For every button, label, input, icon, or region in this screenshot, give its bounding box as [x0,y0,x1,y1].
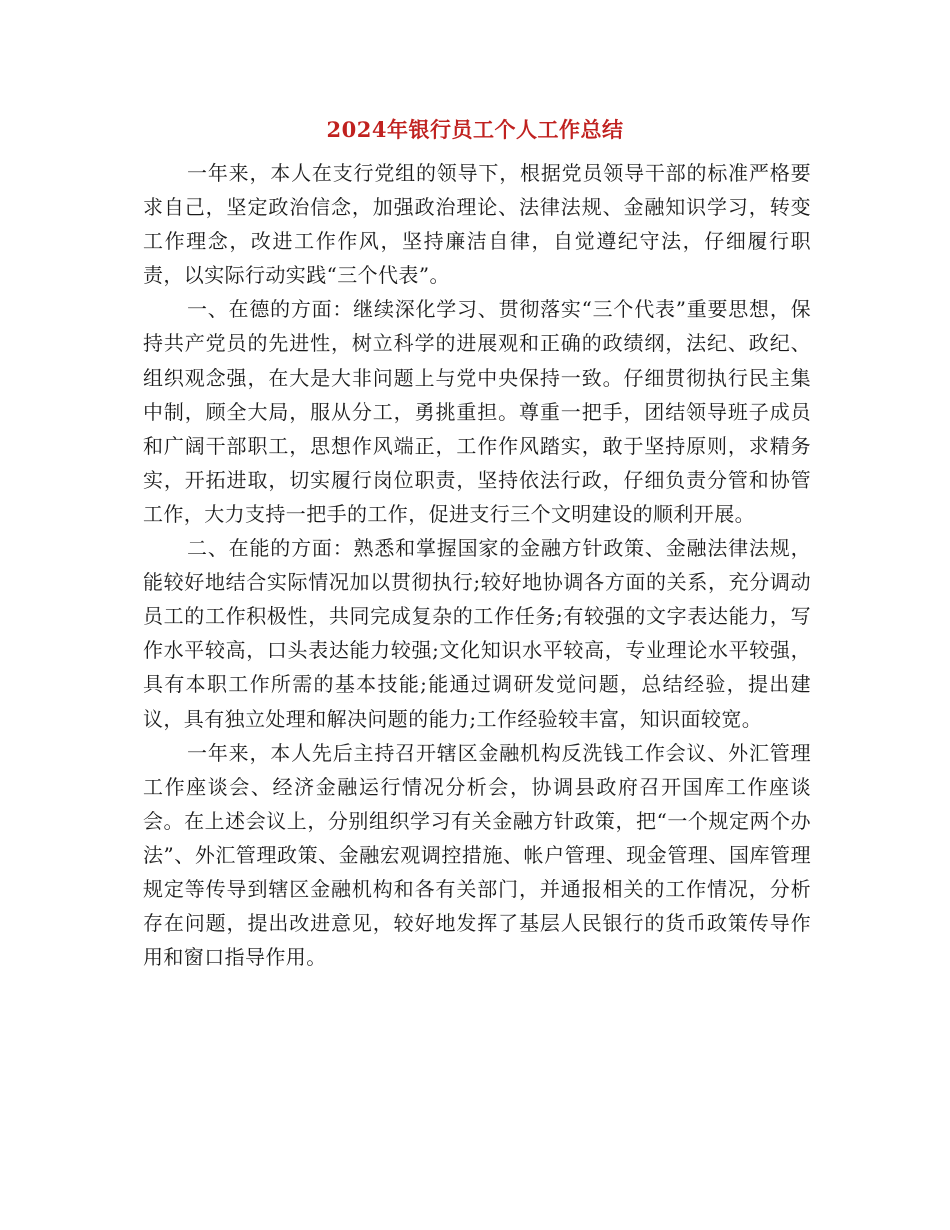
document-body [143,156,811,974]
document-title: 2024年银行员工个人工作总结 [326,117,624,142]
paragraph-intro: 一年来，本人在支行党组的领导下，根据党员领导干部的标准严格要求自己，坚定政治信念，加强政治理论、法律法规、金融知识学习，转变工作理念，改进工作作风，坚持廉洁自律，自觉遵纪守法，仔细履行职责，以实际行动实践“三个代表”。 [143,161,811,288]
paragraph-morality: 一、在德的方面：继续深化学习、贯彻落实“三个代表”重要思想，保持共产党员的先进性，树立科学的进展观和正确的政绩纲，法纪、政纪、组织观念强，在大是大非问题上与党中央保持一致。仔细贯彻执行民主集中制，顾全大局，服从分工，勇挑重担。尊重一把手，团结领导班子成员和广阔干部职工，思想作风端正，工作作风踏实，敢于坚持原则，求精务实，开拓进取，切实履行岗位职责，坚持依法行政，仔细负责分管和协管工作，大力支持一把手的工作，促进支行三个文明建设的顺利开展。 [143,297,811,526]
paragraph-meetings: 一年来，本人先后主持召开辖区金融机构反洗钱工作会议、外汇管理工作座谈会、经济金融运行情况分析会，协调县政府召开国库工作座谈会。在上述会议上，分别组织学习有关金融方针政策，把“一个规定两个办法”、外汇管理政策、金融宏观调控措施、帐户管理、现金管理、国库管理规定等传导到辖区金融机构和各有关部门，并通报相关的工作情况，分析存在问题，提出改进意见，较好地发挥了基层人民银行的货币政策传导作用和窗口指导作用。 [143,740,811,970]
paragraph-ability: 二、在能的方面：熟悉和掌握国家的金融方针政策、金融法律法规，能较好地结合实际情况加以贯彻执行;较好地协调各方面的关系，充分调动员工的工作积极性，共同完成复杂的工作任务;有较强的文字表达能力，写作水平较高，口头表达能力较强;文化知识水平较高，专业理论水平较强，具有本职工作所需的基本技能;能通过调研发觉问题，总结经验，提出建议，具有独立处理和解决问题的能力;工作经验较丰富，知识面较宽。 [143,536,811,731]
